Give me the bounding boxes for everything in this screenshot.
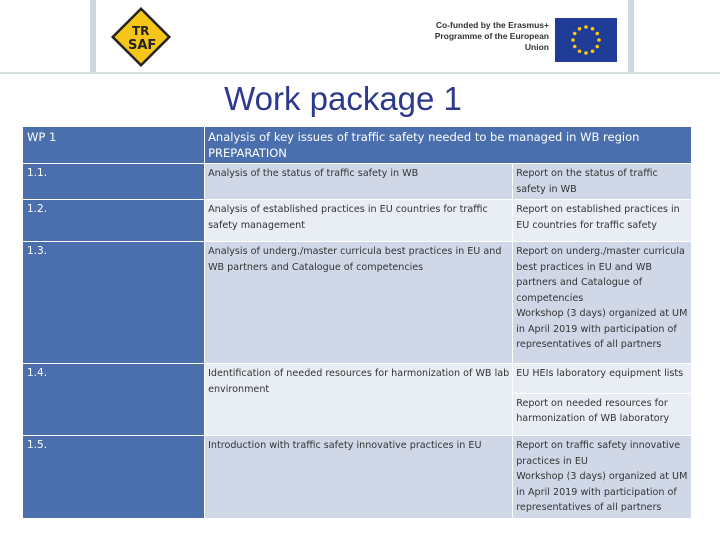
row-activity: Introduction with traffic safety innovative practices in EU [205, 436, 513, 519]
row-number: 1.5. [23, 436, 205, 519]
eu-flag-icon [555, 18, 617, 62]
row-output [513, 200, 692, 242]
row-activity: Analysis of underg./master curricula best practices in EU and WB partners and Catalogue of competencies [205, 242, 513, 364]
row-activity: Analysis of the status of traffic safety in WB [205, 164, 513, 200]
table-row [23, 200, 692, 242]
table-header-row [23, 127, 692, 164]
header-banner [0, 0, 720, 74]
header-divider [90, 0, 96, 72]
output-item: EU HEIs laboratory equipment lists [516, 368, 684, 379]
row-output [513, 242, 692, 364]
eu-star-icon [595, 32, 599, 36]
output-item: Report on needed resources for harmonization of WB laboratory [513, 393, 691, 427]
eu-star-icon [591, 27, 595, 31]
table-row [23, 364, 692, 436]
header-wp-label: WP 1 [23, 127, 205, 164]
header-wp-title: Analysis of key issues of traffic safety needed to be managed in WB region PREPARATION [205, 127, 692, 164]
table-row [23, 436, 692, 519]
output-item: Report on established practices in EU countries for traffic safety [516, 204, 680, 231]
eu-star-icon [578, 27, 582, 31]
row-number: 1.1. [23, 164, 205, 200]
row-output [513, 364, 692, 436]
eu-star-icon [591, 49, 595, 53]
row-number: 1.3. [23, 242, 205, 364]
eu-star-icon [584, 51, 588, 55]
eu-star-icon [597, 38, 601, 42]
work-package-table [22, 126, 692, 519]
eu-star-icon [573, 32, 577, 36]
table-row [23, 242, 692, 364]
header-divider [628, 0, 634, 72]
row-output [513, 436, 692, 519]
row-number: 1.2. [23, 200, 205, 242]
row-activity: Identification of needed resources for harmonization of WB lab environment [205, 364, 513, 436]
page-title: Work package 1 [224, 80, 462, 117]
header-underline [0, 72, 720, 74]
eu-star-icon [578, 49, 582, 53]
output-item: Report on the status of traffic safety in WB [516, 168, 658, 195]
output-item: Workshop (3 days) organized at UM in April 2019 with participation of representatives of all partners [516, 471, 688, 513]
row-number: 1.4. [23, 364, 205, 436]
eu-star-icon [571, 38, 575, 42]
eu-star-icon [573, 45, 577, 49]
eu-cofunded-text: Co-funded by the Erasmus+ Programme of the European Union [434, 20, 549, 52]
logo-text-top: TR [132, 24, 150, 38]
row-output [513, 164, 692, 200]
output-item: Report on underg./master curricula best practices in EU and WB partners and Catalogue of competencies [516, 246, 685, 304]
output-item: Workshop (3 days) organized at UM in April 2019 with participation of representatives of all partners [516, 308, 688, 350]
table-row [23, 164, 692, 200]
logo-text-bottom: SAF [128, 38, 157, 53]
eu-star-icon [595, 45, 599, 49]
eu-star-icon [584, 25, 588, 29]
trsaf-logo [106, 2, 176, 72]
row-activity: Analysis of established practices in EU countries for traffic safety management [205, 200, 513, 242]
output-item: Report on traffic safety innovative practices in EU [516, 440, 681, 467]
